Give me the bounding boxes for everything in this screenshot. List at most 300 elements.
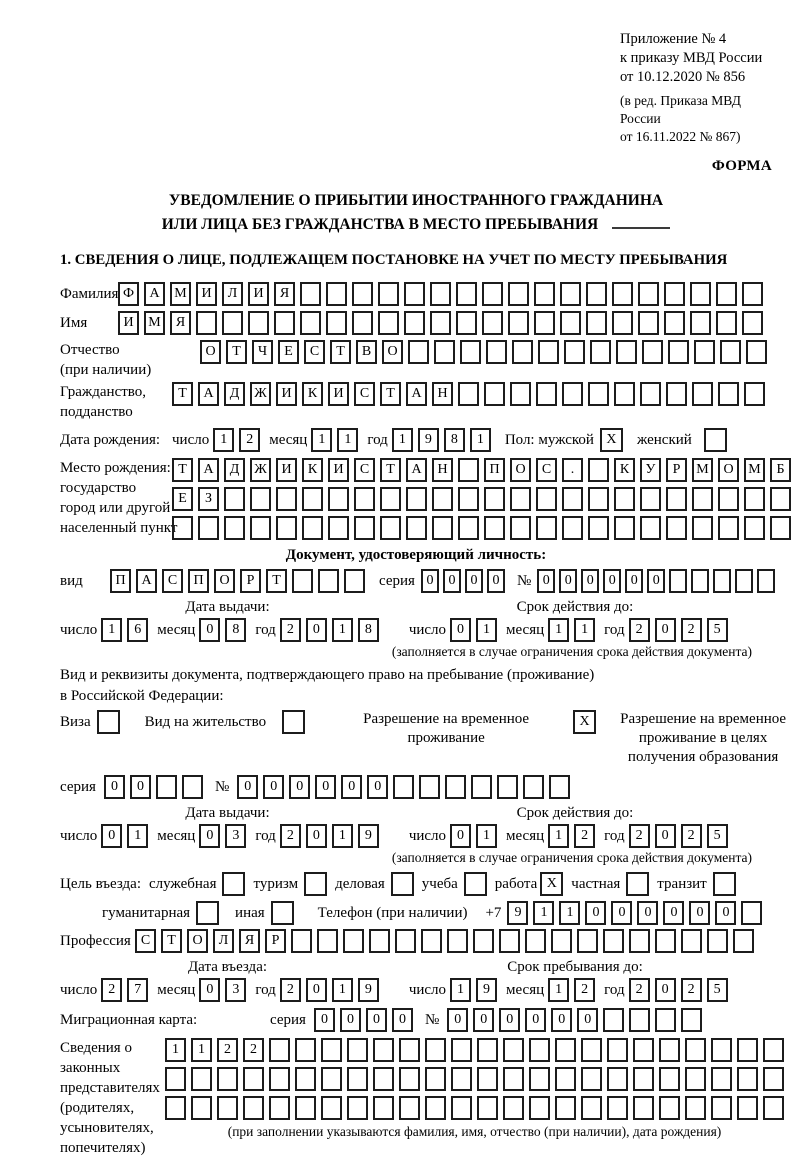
char-cell[interactable]: 0 [314,1008,335,1032]
char-cell[interactable] [269,1067,290,1091]
char-cell[interactable] [269,1096,290,1120]
char-cell[interactable] [380,487,401,511]
char-cell[interactable] [757,569,775,593]
char-cell[interactable] [302,487,323,511]
char-cell[interactable]: И [276,382,297,406]
char-cell[interactable] [616,340,637,364]
char-cell[interactable]: . [562,458,583,482]
char-cell[interactable] [343,929,364,953]
char-cell[interactable] [274,311,295,335]
char-cell[interactable] [326,282,347,306]
char-cell[interactable]: 2 [243,1038,264,1062]
char-cell[interactable] [638,282,659,306]
char-cell[interactable] [581,1067,602,1091]
char-cell[interactable] [328,516,349,540]
char-cell[interactable]: 0 [306,618,327,642]
char-cell[interactable] [603,929,624,953]
char-cell[interactable] [399,1067,420,1091]
char-cell[interactable] [685,1038,706,1062]
char-cell[interactable] [503,1038,524,1062]
char-cell[interactable]: Л [213,929,234,953]
char-cell[interactable] [508,282,529,306]
char-cell[interactable] [318,569,339,593]
char-cell[interactable] [486,340,507,364]
char-cell[interactable] [744,516,765,540]
char-cell[interactable]: К [302,458,323,482]
residence-permit-checkbox[interactable] [282,710,305,734]
char-cell[interactable] [404,282,425,306]
char-cell[interactable] [555,1067,576,1091]
char-cell[interactable] [373,1096,394,1120]
char-cell[interactable]: 2 [629,618,650,642]
char-cell[interactable] [711,1067,732,1091]
char-cell[interactable]: 0 [447,1008,468,1032]
char-cell[interactable]: 0 [366,1008,387,1032]
char-cell[interactable]: 2 [629,824,650,848]
char-cell[interactable] [577,929,598,953]
char-cell[interactable]: 0 [306,824,327,848]
char-cell[interactable] [354,516,375,540]
char-cell[interactable] [378,282,399,306]
char-cell[interactable] [484,382,505,406]
char-cell[interactable] [430,282,451,306]
char-cell[interactable] [588,382,609,406]
char-cell[interactable] [590,340,611,364]
char-cell[interactable]: 0 [637,901,658,925]
char-cell[interactable]: 1 [476,618,497,642]
char-cell[interactable] [737,1067,758,1091]
char-cell[interactable]: 0 [237,775,258,799]
char-cell[interactable] [659,1067,680,1091]
char-cell[interactable] [534,282,555,306]
char-cell[interactable]: 0 [465,569,483,593]
char-cell[interactable]: 1 [101,618,122,642]
char-cell[interactable]: П [110,569,131,593]
char-cell[interactable] [425,1067,446,1091]
char-cell[interactable]: Ф [118,282,139,306]
chastnaya-checkbox[interactable] [626,872,649,896]
char-cell[interactable] [458,516,479,540]
sex-female-checkbox[interactable] [704,428,727,452]
char-cell[interactable]: К [614,458,635,482]
gumanitarnaya-checkbox[interactable] [196,901,219,925]
char-cell[interactable]: Р [265,929,286,953]
char-cell[interactable] [614,487,635,511]
inaya-checkbox[interactable] [271,901,294,925]
char-cell[interactable]: 2 [574,824,595,848]
char-cell[interactable] [588,458,609,482]
char-cell[interactable] [711,1096,732,1120]
char-cell[interactable] [347,1096,368,1120]
char-cell[interactable] [555,1096,576,1120]
char-cell[interactable] [718,382,739,406]
char-cell[interactable] [295,1096,316,1120]
char-cell[interactable]: 2 [681,978,702,1002]
char-cell[interactable] [588,487,609,511]
char-cell[interactable]: М [744,458,765,482]
char-cell[interactable] [692,487,713,511]
char-cell[interactable] [668,340,689,364]
char-cell[interactable] [399,1096,420,1120]
char-cell[interactable] [737,1038,758,1062]
char-cell[interactable] [690,282,711,306]
char-cell[interactable] [432,487,453,511]
char-cell[interactable] [484,516,505,540]
char-cell[interactable] [564,340,585,364]
char-cell[interactable]: И [276,458,297,482]
char-cell[interactable] [744,487,765,511]
char-cell[interactable]: Ж [250,382,271,406]
char-cell[interactable] [276,487,297,511]
char-cell[interactable] [694,340,715,364]
char-cell[interactable] [536,487,557,511]
char-cell[interactable] [432,516,453,540]
char-cell[interactable] [482,311,503,335]
char-cell[interactable] [629,929,650,953]
char-cell[interactable] [549,775,570,799]
char-cell[interactable] [560,282,581,306]
char-cell[interactable]: Т [172,458,193,482]
char-cell[interactable]: 1 [311,428,332,452]
char-cell[interactable]: 0 [487,569,505,593]
char-cell[interactable] [770,516,791,540]
char-cell[interactable] [525,929,546,953]
char-cell[interactable]: Т [226,340,247,364]
char-cell[interactable]: 0 [559,569,577,593]
char-cell[interactable] [707,929,728,953]
char-cell[interactable] [659,1038,680,1062]
char-cell[interactable]: 0 [473,1008,494,1032]
char-cell[interactable] [191,1096,212,1120]
char-cell[interactable] [191,1067,212,1091]
char-cell[interactable] [352,282,373,306]
char-cell[interactable]: 0 [499,1008,520,1032]
char-cell[interactable] [276,516,297,540]
char-cell[interactable] [529,1096,550,1120]
char-cell[interactable]: О [200,340,221,364]
char-cell[interactable] [763,1067,784,1091]
char-cell[interactable]: О [718,458,739,482]
char-cell[interactable]: 1 [332,824,353,848]
char-cell[interactable] [581,1038,602,1062]
char-cell[interactable] [510,516,531,540]
char-cell[interactable]: Б [770,458,791,482]
char-cell[interactable] [344,569,365,593]
char-cell[interactable]: 2 [280,824,301,848]
char-cell[interactable]: 0 [392,1008,413,1032]
char-cell[interactable] [425,1096,446,1120]
char-cell[interactable] [172,516,193,540]
char-cell[interactable] [406,487,427,511]
char-cell[interactable]: 0 [443,569,461,593]
char-cell[interactable] [536,516,557,540]
char-cell[interactable] [685,1067,706,1091]
char-cell[interactable] [458,458,479,482]
char-cell[interactable]: А [406,382,427,406]
char-cell[interactable] [484,487,505,511]
char-cell[interactable] [607,1096,628,1120]
char-cell[interactable] [326,311,347,335]
char-cell[interactable] [718,487,739,511]
char-cell[interactable] [692,516,713,540]
char-cell[interactable]: 6 [127,618,148,642]
char-cell[interactable] [640,487,661,511]
char-cell[interactable]: А [198,382,219,406]
char-cell[interactable] [603,1008,624,1032]
char-cell[interactable] [614,516,635,540]
char-cell[interactable] [711,1038,732,1062]
char-cell[interactable] [586,311,607,335]
char-cell[interactable] [300,311,321,335]
char-cell[interactable] [691,569,709,593]
char-cell[interactable] [733,929,754,953]
char-cell[interactable]: 0 [450,618,471,642]
char-cell[interactable] [269,1038,290,1062]
rabota-checkbox[interactable]: X [540,872,563,896]
char-cell[interactable] [588,516,609,540]
char-cell[interactable] [560,311,581,335]
char-cell[interactable] [655,1008,676,1032]
char-cell[interactable] [477,1038,498,1062]
char-cell[interactable]: 2 [681,824,702,848]
char-cell[interactable]: 0 [104,775,125,799]
char-cell[interactable] [503,1067,524,1091]
char-cell[interactable]: 0 [689,901,710,925]
char-cell[interactable]: О [187,929,208,953]
char-cell[interactable] [763,1038,784,1062]
char-cell[interactable] [182,775,203,799]
char-cell[interactable] [612,282,633,306]
char-cell[interactable] [447,929,468,953]
char-cell[interactable]: 0 [525,1008,546,1032]
char-cell[interactable]: 5 [707,618,728,642]
char-cell[interactable]: Я [170,311,191,335]
char-cell[interactable]: 0 [585,901,606,925]
char-cell[interactable]: 2 [280,618,301,642]
char-cell[interactable] [692,382,713,406]
char-cell[interactable] [430,311,451,335]
char-cell[interactable] [523,775,544,799]
char-cell[interactable] [243,1096,264,1120]
char-cell[interactable] [406,516,427,540]
char-cell[interactable]: 2 [280,978,301,1002]
char-cell[interactable] [317,929,338,953]
char-cell[interactable]: 2 [574,978,595,1002]
char-cell[interactable] [477,1096,498,1120]
char-cell[interactable] [222,311,243,335]
char-cell[interactable]: И [248,282,269,306]
char-cell[interactable] [529,1038,550,1062]
char-cell[interactable] [217,1096,238,1120]
char-cell[interactable]: С [354,458,375,482]
char-cell[interactable] [536,382,557,406]
char-cell[interactable] [408,340,429,364]
char-cell[interactable]: А [406,458,427,482]
char-cell[interactable]: 1 [574,618,595,642]
char-cell[interactable]: 0 [537,569,555,593]
char-cell[interactable]: 9 [358,824,379,848]
char-cell[interactable] [529,1067,550,1091]
char-cell[interactable]: 1 [392,428,413,452]
char-cell[interactable]: 0 [655,618,676,642]
char-cell[interactable] [165,1067,186,1091]
char-cell[interactable] [471,775,492,799]
char-cell[interactable] [664,311,685,335]
char-cell[interactable]: 0 [655,978,676,1002]
char-cell[interactable]: 3 [225,978,246,1002]
char-cell[interactable]: Т [161,929,182,953]
char-cell[interactable]: М [692,458,713,482]
char-cell[interactable] [640,516,661,540]
char-cell[interactable] [425,1038,446,1062]
char-cell[interactable] [165,1096,186,1120]
char-cell[interactable] [456,282,477,306]
char-cell[interactable]: Т [330,340,351,364]
char-cell[interactable]: 1 [533,901,554,925]
char-cell[interactable] [666,382,687,406]
char-cell[interactable]: 9 [507,901,528,925]
char-cell[interactable] [217,1067,238,1091]
char-cell[interactable] [659,1096,680,1120]
char-cell[interactable]: 0 [421,569,439,593]
char-cell[interactable]: 0 [199,978,220,1002]
char-cell[interactable] [581,1096,602,1120]
char-cell[interactable] [451,1067,472,1091]
char-cell[interactable]: О [214,569,235,593]
char-cell[interactable]: У [640,458,661,482]
char-cell[interactable] [373,1067,394,1091]
char-cell[interactable]: 0 [263,775,284,799]
char-cell[interactable]: 0 [289,775,310,799]
char-cell[interactable] [735,569,753,593]
char-cell[interactable]: Д [224,458,245,482]
char-cell[interactable] [434,340,455,364]
turizm-checkbox[interactable] [304,872,327,896]
char-cell[interactable]: Л [222,282,243,306]
sex-male-checkbox[interactable]: X [600,428,623,452]
char-cell[interactable] [421,929,442,953]
char-cell[interactable]: Р [666,458,687,482]
char-cell[interactable] [482,282,503,306]
char-cell[interactable] [746,340,767,364]
char-cell[interactable]: К [302,382,323,406]
char-cell[interactable]: П [188,569,209,593]
char-cell[interactable]: Е [278,340,299,364]
char-cell[interactable] [642,340,663,364]
char-cell[interactable]: Н [432,382,453,406]
char-cell[interactable]: И [328,382,349,406]
char-cell[interactable]: 9 [358,978,379,1002]
char-cell[interactable]: 1 [165,1038,186,1062]
char-cell[interactable] [378,311,399,335]
char-cell[interactable]: С [135,929,156,953]
char-cell[interactable] [742,282,763,306]
char-cell[interactable] [685,1096,706,1120]
char-cell[interactable] [156,775,177,799]
char-cell[interactable] [716,282,737,306]
char-cell[interactable] [302,516,323,540]
char-cell[interactable] [510,487,531,511]
char-cell[interactable]: Т [172,382,193,406]
char-cell[interactable] [510,382,531,406]
char-cell[interactable]: 2 [681,618,702,642]
char-cell[interactable] [399,1038,420,1062]
char-cell[interactable]: 0 [199,618,220,642]
char-cell[interactable] [538,340,559,364]
char-cell[interactable] [555,1038,576,1062]
char-cell[interactable]: 1 [476,824,497,848]
temp-residence-checkbox[interactable]: X [573,710,596,734]
char-cell[interactable] [690,311,711,335]
char-cell[interactable]: 0 [577,1008,598,1032]
char-cell[interactable]: Ж [250,458,271,482]
char-cell[interactable]: 0 [130,775,151,799]
char-cell[interactable] [633,1038,654,1062]
char-cell[interactable]: И [118,311,139,335]
char-cell[interactable]: Н [432,458,453,482]
char-cell[interactable]: 9 [476,978,497,1002]
char-cell[interactable]: 1 [332,978,353,1002]
char-cell[interactable] [737,1096,758,1120]
char-cell[interactable]: 1 [337,428,358,452]
char-cell[interactable]: 1 [548,618,569,642]
char-cell[interactable] [328,487,349,511]
char-cell[interactable]: Т [380,382,401,406]
char-cell[interactable] [614,382,635,406]
char-cell[interactable]: 1 [127,824,148,848]
char-cell[interactable]: 0 [663,901,684,925]
char-cell[interactable]: Я [274,282,295,306]
char-cell[interactable] [551,929,572,953]
char-cell[interactable] [460,340,481,364]
char-cell[interactable]: 5 [707,824,728,848]
char-cell[interactable] [451,1096,472,1120]
delovaya-checkbox[interactable] [391,872,414,896]
char-cell[interactable]: С [536,458,557,482]
char-cell[interactable] [666,487,687,511]
char-cell[interactable]: 0 [603,569,621,593]
char-cell[interactable]: 2 [217,1038,238,1062]
char-cell[interactable]: Т [380,458,401,482]
char-cell[interactable] [744,382,765,406]
char-cell[interactable] [741,901,762,925]
char-cell[interactable] [300,282,321,306]
char-cell[interactable]: 0 [655,824,676,848]
char-cell[interactable]: 5 [707,978,728,1002]
char-cell[interactable] [380,516,401,540]
char-cell[interactable] [633,1067,654,1091]
char-cell[interactable]: 1 [450,978,471,1002]
char-cell[interactable] [243,1067,264,1091]
char-cell[interactable]: А [198,458,219,482]
char-cell[interactable] [292,569,313,593]
char-cell[interactable]: 1 [213,428,234,452]
char-cell[interactable]: М [144,311,165,335]
char-cell[interactable] [404,311,425,335]
char-cell[interactable] [503,1096,524,1120]
char-cell[interactable]: 0 [715,901,736,925]
char-cell[interactable]: 0 [306,978,327,1002]
char-cell[interactable] [666,516,687,540]
char-cell[interactable]: О [510,458,531,482]
char-cell[interactable]: 1 [470,428,491,452]
char-cell[interactable] [250,487,271,511]
char-cell[interactable]: 1 [548,824,569,848]
char-cell[interactable]: 2 [101,978,122,1002]
sluzhebnaya-checkbox[interactable] [222,872,245,896]
char-cell[interactable] [640,382,661,406]
char-cell[interactable] [196,311,217,335]
